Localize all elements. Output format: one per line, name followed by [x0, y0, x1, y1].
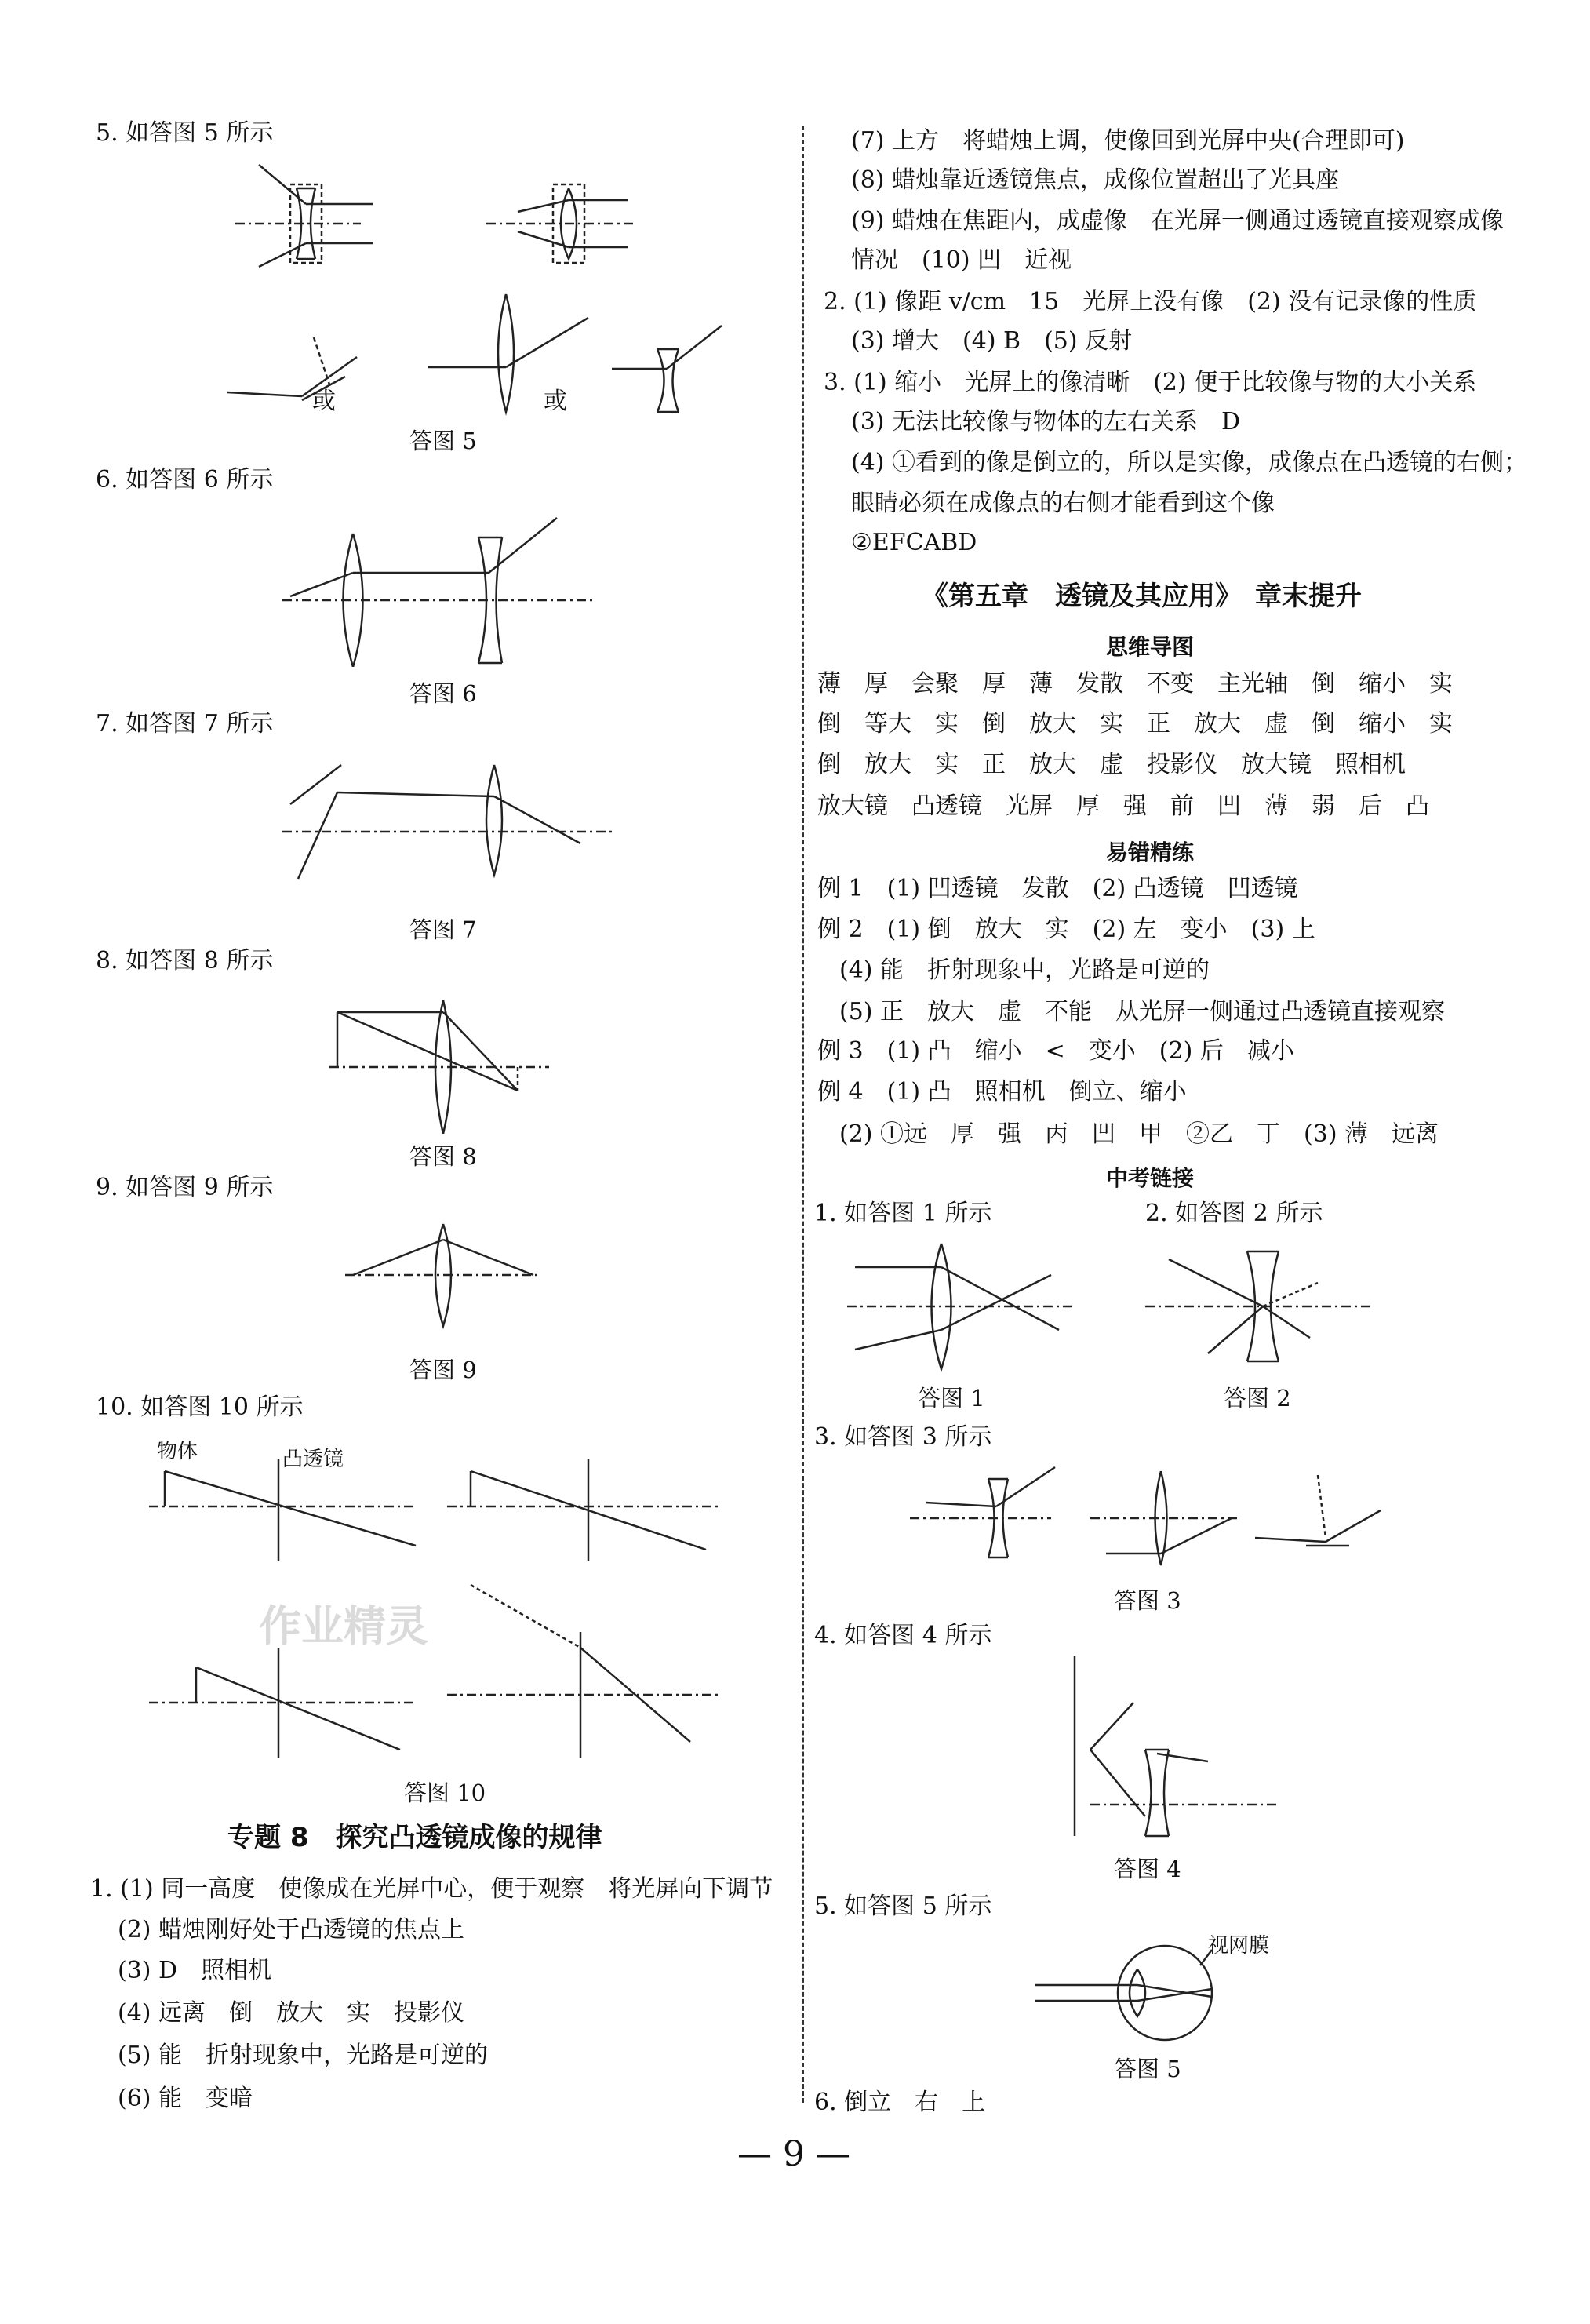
item-8-label: 8. 如答图 8 所示 — [96, 947, 274, 974]
fig10-object-label: 物体 — [157, 1440, 198, 1463]
figure-10-diagram — [141, 1459, 737, 1773]
mindmap-title: 思维导图 — [1106, 634, 1195, 660]
answer-9-cont: 情况 (10) 凹 近视 — [851, 246, 1072, 274]
exam-figure-4-caption: 答图 4 — [1114, 1856, 1181, 1882]
q1-line-4: (4) 远离 倒 放大 实 投影仪 — [118, 1999, 465, 2027]
error-row-2: 例 2 (1) 倒 放大 实 (2) 左 变小 (3) 上 — [817, 916, 1315, 943]
figure-7-diagram — [251, 745, 628, 902]
chapter-title: 《第五章 透镜及其应用》 章末提升 — [922, 581, 1362, 612]
item-9-label: 9. 如答图 9 所示 — [96, 1174, 274, 1201]
answer-2-line2: (3) 增大 (4) B (5) 反射 — [851, 327, 1133, 355]
exam-item-1: 1. 如答图 1 所示 — [814, 1200, 992, 1227]
error-row-4: (5) 正 放大 虚 不能 从光屏一侧通过凸透镜直接观察 — [839, 998, 1446, 1025]
answer-3-line2: (3) 无法比较像与物体的左右关系 D — [851, 408, 1241, 435]
or-label-2: 或 — [544, 388, 567, 415]
q1-line-6: (6) 能 变暗 — [118, 2085, 253, 2112]
exam-item-2: 2. 如答图 2 所示 — [1145, 1200, 1323, 1227]
mindmap-row-2: 倒 等大 实 倒 放大 实 正 放大 虚 倒 缩小 实 — [817, 710, 1453, 738]
exam-figure-5-eye-diagram — [1028, 1934, 1232, 2052]
exam-figure-2-diagram — [1137, 1236, 1388, 1377]
item-6-label: 6. 如答图 6 所示 — [96, 466, 274, 494]
answer-3-line3: (4) ①看到的像是倒立的，所以是实像，成像点在凸透镜的右侧； — [851, 449, 1528, 476]
error-row-7: (2) ①远 厚 强 丙 凹 甲 ②乙 丁 (3) 薄 远离 — [839, 1120, 1439, 1148]
q1-line-5: (5) 能 折射现象中，光路是可逆的 — [118, 2042, 489, 2069]
exam-item-3: 3. 如答图 3 所示 — [814, 1423, 992, 1451]
retina-label: 视网膜 — [1208, 1934, 1270, 1958]
figure-9-caption: 答图 9 — [409, 1357, 477, 1383]
figure-9-diagram — [337, 1216, 557, 1334]
answer-3-line4: 眼睛必须在成像点的右侧才能看到这个像 — [851, 490, 1275, 517]
exam-figure-1-diagram — [839, 1236, 1090, 1377]
q1-line-1: 1. (1) 同一高度 使像成在光屏中心，便于观察 将光屏向下调节 — [90, 1875, 773, 1903]
error-row-5: 例 3 (1) 凸 缩小 < 变小 (2) 后 减小 — [817, 1037, 1294, 1065]
exam-figure-5-caption: 答图 5 — [1114, 2056, 1181, 2082]
figure-10-caption: 答图 10 — [404, 1779, 486, 1806]
section-title: 专题 8 探究凸透镜成像的规律 — [227, 1822, 602, 1853]
q1-line-3: (3) D 照相机 — [118, 1957, 272, 1984]
answer-3-line5: ②EFCABD — [851, 529, 977, 556]
item-7-label: 7. 如答图 7 所示 — [96, 710, 274, 738]
error-row-6: 例 4 (1) 凸 照相机 倒立、缩小 — [817, 1078, 1187, 1106]
exam-figure-4-diagram — [1059, 1656, 1294, 1844]
fig10-lens-label: 凸透镜 — [282, 1448, 344, 1471]
figure-5-caption: 答图 5 — [409, 428, 477, 454]
exam-item-6: 6. 倒立 右 上 — [814, 2089, 986, 2116]
page-number: — 9 — — [737, 2134, 850, 2174]
exam-figure-3-diagram — [910, 1459, 1412, 1577]
figure-8-caption: 答图 8 — [409, 1143, 477, 1170]
item-10-label: 10. 如答图 10 所示 — [96, 1393, 304, 1421]
mindmap-row-4: 放大镜 凸透镜 光屏 厚 强 前 凹 薄 弱 后 凸 — [817, 792, 1429, 820]
errors-title: 易错精练 — [1106, 840, 1195, 865]
exam-figure-1-caption: 答图 1 — [918, 1385, 985, 1412]
error-row-3: (4) 能 折射现象中，光路是可逆的 — [839, 956, 1210, 984]
exam-title: 中考链接 — [1106, 1165, 1195, 1191]
figure-6-caption: 答图 6 — [409, 680, 477, 707]
watermark: 作业精灵 — [259, 1601, 428, 1651]
answer-2-line1: 2. (1) 像距 v/cm 15 光屏上没有像 (2) 没有记录像的性质 — [824, 288, 1477, 315]
item-5-label: 5. 如答图 5 所示 — [96, 119, 274, 147]
answer-3-line1: 3. (1) 缩小 光屏上的像清晰 (2) 便于比较像与物的大小关系 — [824, 369, 1477, 396]
figure-6-diagram — [267, 510, 612, 667]
exam-figure-2-caption: 答图 2 — [1224, 1385, 1291, 1412]
figure-5-diagram — [227, 157, 777, 424]
figure-7-caption: 答图 7 — [409, 916, 477, 943]
mindmap-row-1: 薄 厚 会聚 厚 薄 发散 不变 主光轴 倒 缩小 实 — [817, 670, 1453, 698]
exam-item-5: 5. 如答图 5 所示 — [814, 1892, 992, 1920]
q1-line-2: (2) 蜡烛刚好处于凸透镜的焦点上 — [118, 1916, 465, 1943]
answer-9: (9) 蜡烛在焦距内，成虚像 在光屏一侧通过透镜直接观察成像 — [851, 207, 1504, 235]
exam-figure-3-caption: 答图 3 — [1114, 1587, 1181, 1614]
figure-8-diagram — [314, 985, 565, 1134]
or-label-1: 或 — [312, 388, 336, 415]
error-row-1: 例 1 (1) 凹透镜 发散 (2) 凸透镜 凹透镜 — [817, 875, 1298, 902]
answer-8: (8) 蜡烛靠近透镜焦点，成像位置超出了光具座 — [851, 166, 1340, 194]
column-divider — [802, 126, 804, 2103]
answer-7: (7) 上方 将蜡烛上调，使像回到光屏中央(合理即可) — [851, 127, 1405, 155]
mindmap-row-3: 倒 放大 实 正 放大 虚 投影仪 放大镜 照相机 — [817, 751, 1406, 778]
exam-item-4: 4. 如答图 4 所示 — [814, 1622, 992, 1649]
